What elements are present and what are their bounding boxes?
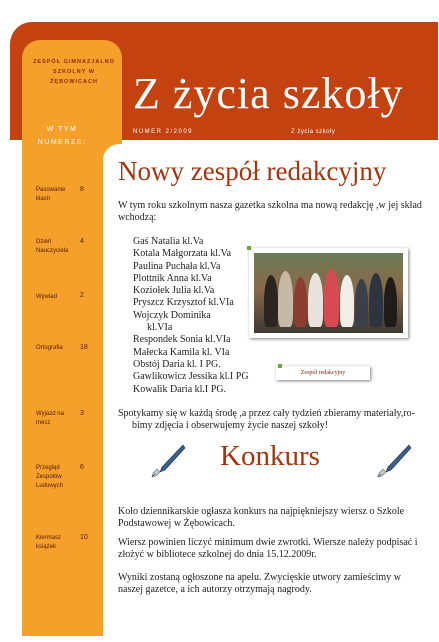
toc-item-label[interactable]: Kiermasz książek — [36, 535, 62, 550]
toc-item-label[interactable]: Przegląd Zespołów Ludowych — [36, 465, 64, 489]
list-item: Pryszcz Krzysztof kl.VIa — [133, 297, 234, 309]
toc-item-page: 6 — [80, 464, 84, 471]
team-photo — [249, 248, 408, 338]
toc-item-label[interactable]: Wyjazd na mecz — [36, 411, 64, 426]
list-item: Małecka Kamila kl. VIa — [133, 346, 230, 358]
photo-caption: Zespół redakcyjny — [276, 366, 370, 380]
list-item: Obstój Daria kl. I PG. — [133, 358, 221, 370]
toc-item-page: 18 — [80, 344, 88, 351]
in-this-issue-heading: W TYM NUMERZE: — [37, 126, 87, 146]
list-item: Koziołek Julia kl.Va — [133, 285, 215, 297]
list-item: Paulina Puchała kl.Va — [133, 260, 221, 272]
pin-icon — [278, 364, 282, 368]
list-item: Plottnik Anna kl.Va — [133, 272, 212, 284]
closing-line: bimy zdjęcia i obserwujemy życie naszej szkoły! — [132, 420, 329, 431]
page-title: Z życia szkoły — [133, 69, 404, 118]
closing-line: Spotykamy się w każdą środę ,a przez cały tydzień zbieramy materiały,ro- — [118, 408, 416, 419]
toc-item-label[interactable]: Pasowanie klasII — [36, 187, 66, 202]
toc-item-label[interactable]: Dzień Nauczyciela — [36, 239, 69, 254]
article-intro: W tym roku szkolnym nasza gazetka szkolna ma nową redakcję ,w jej skład wchodzą: — [118, 200, 422, 223]
toc-item-page: 3 — [80, 410, 84, 417]
list-item: Gawlikowicz Jessika kl.I PG — [133, 371, 249, 383]
toc-item-page: 2 — [80, 292, 84, 299]
toc-item-page: 4 — [80, 238, 84, 245]
article-paragraph: Koło dziennikarskie ogłasza konkurs na najpiękniejszy wiersz o Szkole Podstawowej w Żębowicach. — [118, 506, 405, 529]
toc-item-page: 10 — [80, 534, 88, 541]
list-item: kl.VIa — [147, 322, 173, 334]
section-name: Z życia szkoły — [291, 129, 336, 135]
article-heading: Nowy zespół redakcyjny — [118, 156, 387, 186]
toc-item-page: 8 — [80, 186, 84, 193]
school-name: ZESPÓŁ GIMNAZJALNO SZKOLNY W ŻĘBOWICACH — [33, 59, 115, 85]
toc-item-label[interactable]: Wywiad — [36, 294, 57, 300]
editorial-team-list — [133, 236, 258, 396]
list-item: Kotala Małgorzata kl.Va — [133, 248, 232, 260]
pin-icon — [247, 246, 251, 250]
list-item: Gaś Natalia kl.Va — [133, 236, 204, 247]
list-item: Kowalik Daria kl.I PG. — [133, 383, 227, 395]
toc-item-label[interactable]: Ortografia — [36, 345, 63, 351]
fountain-pen-icon — [150, 443, 186, 479]
article-paragraph: Wyniki zostaną ogłoszone na apelu. Zwycięskie utwory zamieścimy w naszej gazetce, a ich autorzy otrzymają nagrody. — [118, 572, 401, 595]
article-paragraph: Wiersz powinien liczyć minimum dwie zwrotki. Wiersze należy podpisać i złożyć w bibliotece szkolnej do dnia 15.12.2009r. — [118, 537, 418, 560]
issue-number: NUMER 2/2009 — [133, 129, 194, 135]
list-item: Respondek Sonia kl.VIa — [133, 334, 231, 346]
article-closing — [118, 408, 423, 432]
article-heading: Konkurs — [220, 440, 320, 472]
team-photo-image — [254, 253, 403, 333]
fountain-pen-icon — [376, 443, 412, 479]
list-item: Wojczyk Dominika — [133, 309, 211, 321]
